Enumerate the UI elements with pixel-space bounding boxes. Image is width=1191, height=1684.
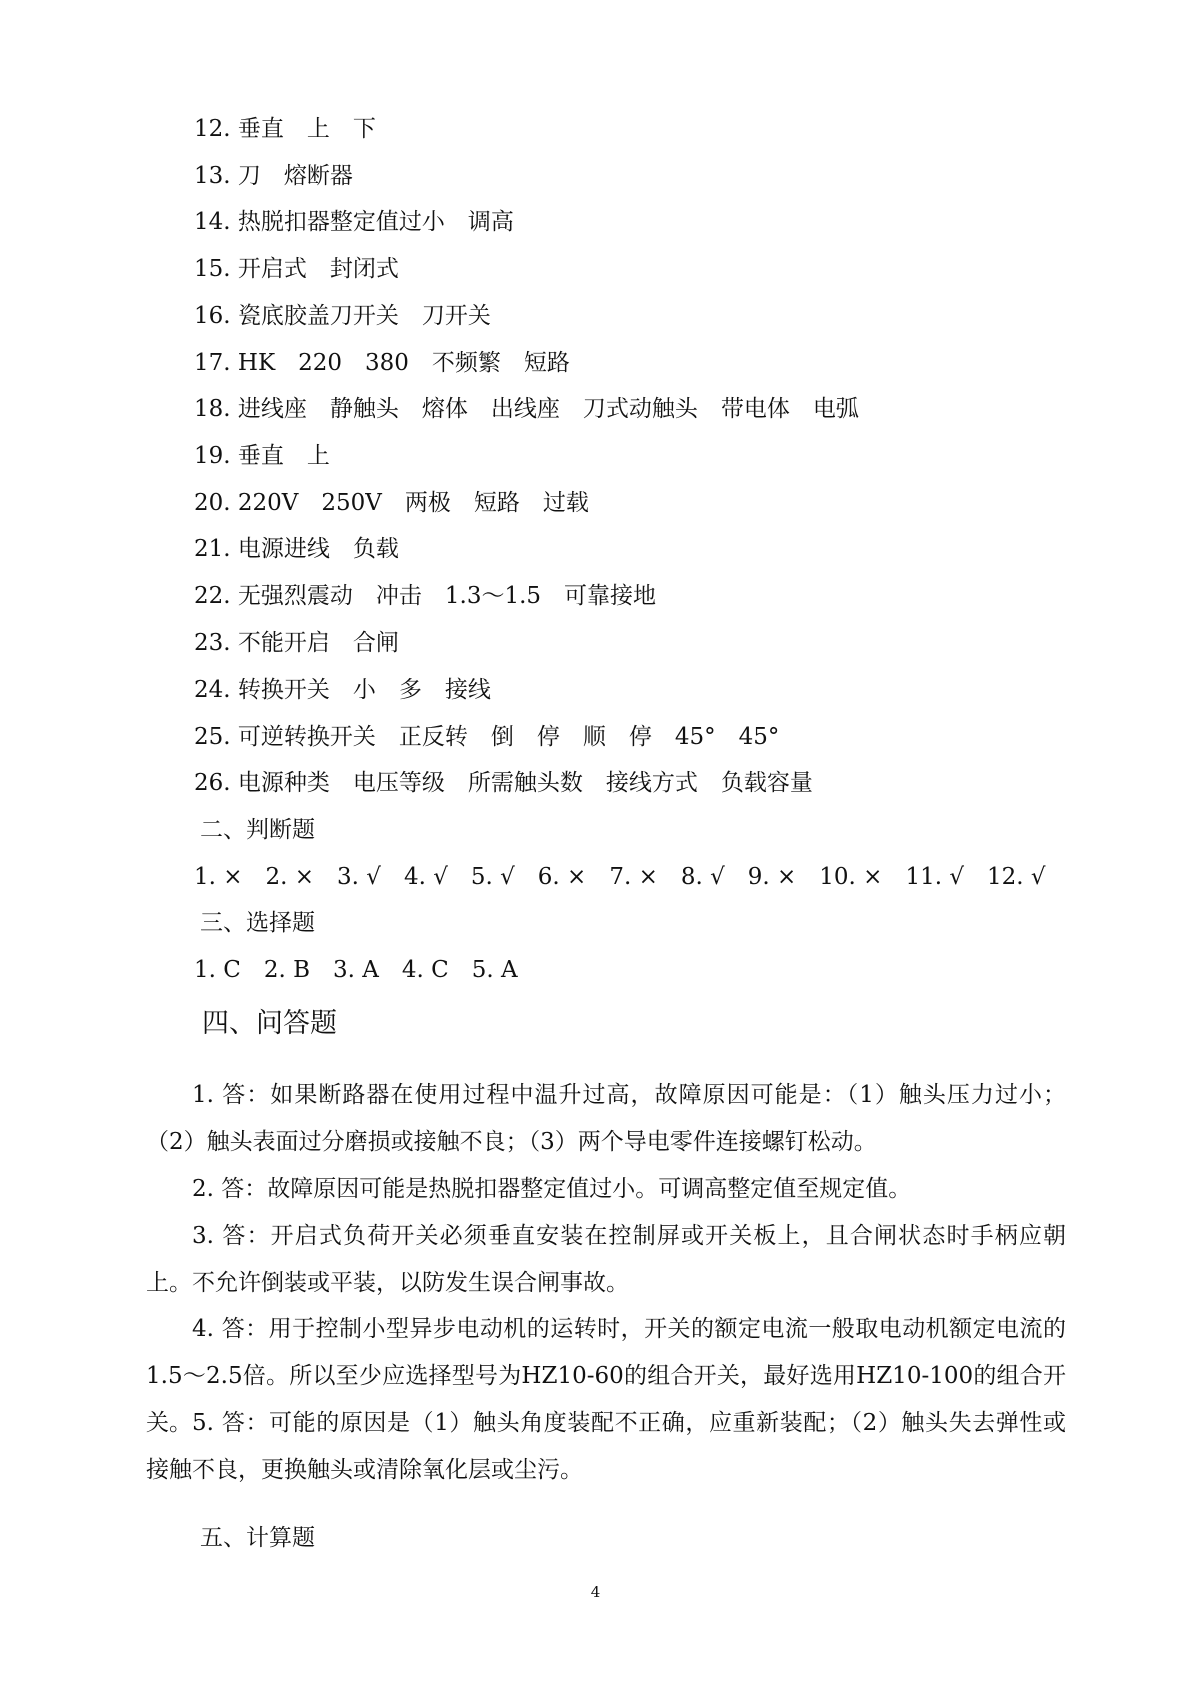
fill-answer-21: 21. 电源进线 负载: [194, 536, 399, 562]
fill-answer-17: 17. HK 220 380 不频繁 短路: [194, 350, 570, 376]
fill-answer-23: 23. 不能开启 合闸: [194, 630, 399, 656]
fill-answer-14: 14. 热脱扣器整定值过小 调高: [194, 209, 514, 235]
section-heading-qa: 四、问答题: [202, 1008, 337, 1039]
fill-answer-15: 15. 开启式 封闭式: [194, 256, 399, 282]
choice-answers: 1. C 2. B 3. A 4. C 5. A: [194, 957, 518, 983]
qa-answer-3: 3. 答：开启式负荷开关必须垂直安装在控制屏或开关板上，且合闸状态时手柄应朝上。不允许倒装或平装，以防发生误合闸事故。: [146, 1223, 1066, 1296]
fill-answer-24: 24. 转换开关 小 多 接线: [194, 677, 491, 703]
fill-answer-12: 12. 垂直 上 下: [194, 116, 376, 142]
section-heading-choice: 三、选择题: [200, 910, 315, 936]
fill-answer-22: 22. 无强烈震动 冲击 1.3～1.5 可靠接地: [194, 583, 657, 609]
fill-answer-20: 20. 220V 250V 两极 短路 过载: [194, 490, 589, 516]
qa-answer-5: 5. 答：可能的原因是（1）触头角度装配不正确，应重新装配；（2）触头失去弹性或接触不良，更换触头或清除氧化层或尘污。: [146, 1410, 1066, 1483]
fill-answer-13: 13. 刀 熔断器: [194, 163, 353, 189]
fill-answer-18: 18. 进线座 静触头 熔体 出线座 刀式动触头 带电体 电弧: [194, 396, 859, 422]
qa-answer-4: 4. 答：用于控制小型异步电动机的运转时，开关的额定电流一般取电动机额定电流的1.5～2.5倍。所以至少应选择型号为HZ10-60的组合开关，最好选用HZ10-100的组合开关。: [146, 1316, 1066, 1436]
qa-answer-2: 2. 答：故障原因可能是热脱扣器整定值过小。可调高整定值至规定值。: [192, 1176, 912, 1202]
fill-answer-25: 25. 可逆转换开关 正反转 倒 停 顺 停 45° 45°: [194, 724, 780, 750]
section-heading-calc: 五、计算题: [200, 1525, 315, 1551]
section-heading-true-false: 二、判断题: [200, 817, 315, 843]
fill-answer-16: 16. 瓷底胶盖刀开关 刀开关: [194, 303, 491, 329]
fill-answer-19: 19. 垂直 上: [194, 443, 330, 469]
qa-answer-1: 1. 答：如果断路器在使用过程中温升过高，故障原因可能是：（1）触头压力过小；（2）触头表面过分磨损或接触不良；（3）两个导电零件连接螺钉松动。: [146, 1082, 1066, 1155]
true-false-answers: 1. × 2. × 3. √ 4. √ 5. √ 6. × 7. × 8. √ 9. × 10. × 11. √ 12. √: [194, 864, 1046, 890]
page-number: 4: [590, 1583, 601, 1601]
fill-answer-26: 26. 电源种类 电压等级 所需触头数 接线方式 负载容量: [194, 770, 813, 796]
